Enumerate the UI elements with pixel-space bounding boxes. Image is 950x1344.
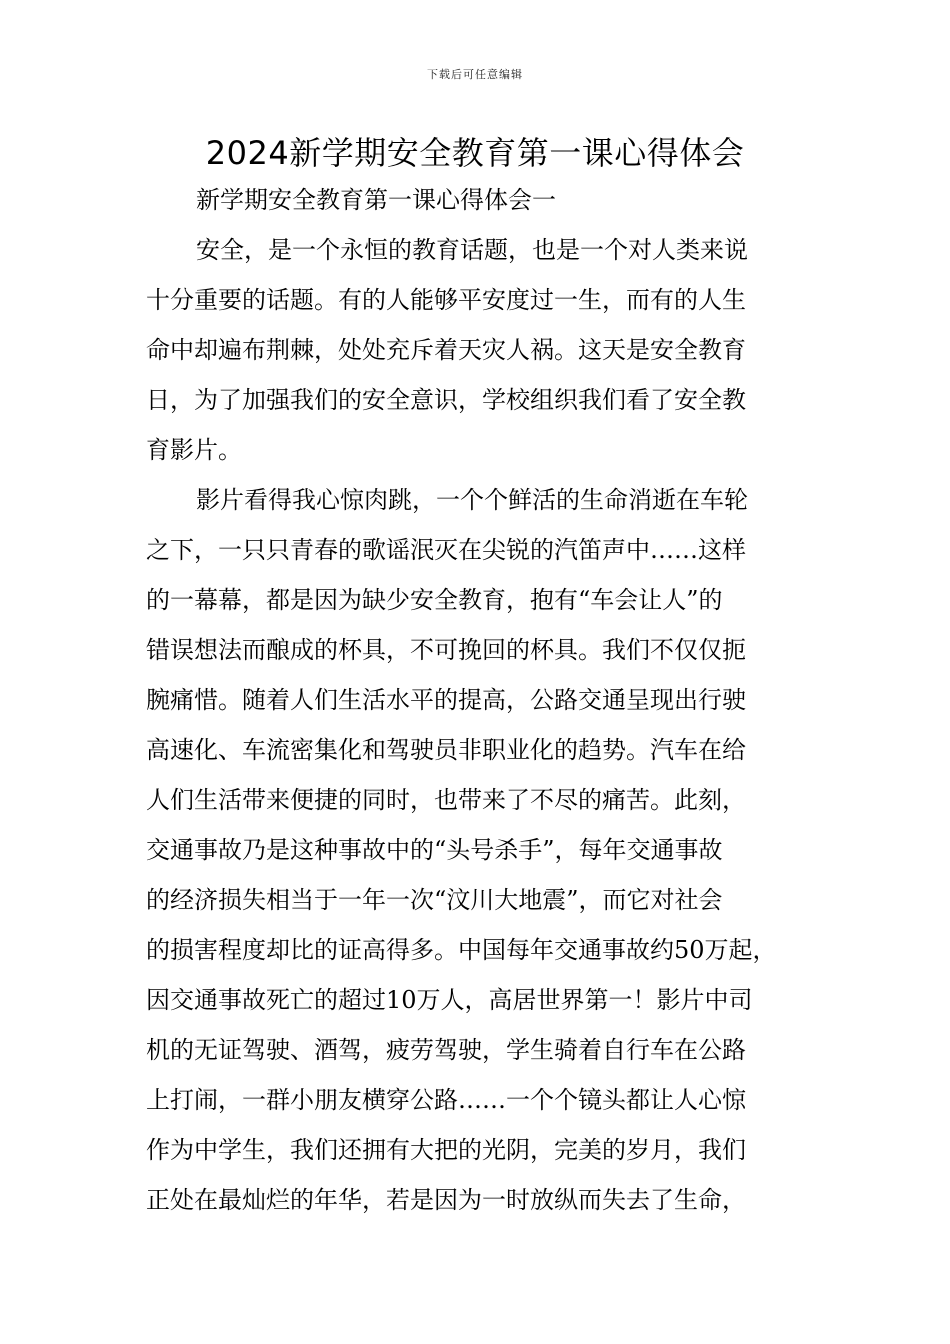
paragraph-line: 上打闹，一群小朋友横穿公路……一个个镜头都让人心惊 (146, 1086, 746, 1114)
document-title: 2024新学期安全教育第一课心得体会 (205, 134, 745, 172)
paragraph-line: 之下，一只只青春的歌谣泯灭在尖锐的汽笛声中……这样 (146, 536, 746, 564)
paragraph-line: 的损害程度却比的证高得多。中国每年交通事故约50万起， (146, 936, 777, 964)
paragraph-line: 育影片。 (146, 436, 242, 464)
paragraph-line: 影片看得我心惊肉跳，一个个鲜活的生命消逝在车轮 (196, 486, 748, 514)
paragraph-line: 因交通事故死亡的超过10万人，高居世界第一！影片中司 (146, 986, 753, 1014)
paragraph-line: 机的无证驾驶、酒驾，疲劳驾驶，学生骑着自行车在公路 (146, 1036, 746, 1064)
paragraph-line: 腕痛惜。随着人们生活水平的提高，公路交通呈现出行驶 (146, 686, 746, 714)
paragraph-line: 日，为了加强我们的安全意识，学校组织我们看了安全教 (146, 386, 746, 414)
paragraph-line: 十分重要的话题。有的人能够平安度过一生，而有的人生 (146, 286, 746, 314)
section-subtitle: 新学期安全教育第一课心得体会一 (196, 186, 556, 214)
paragraph-line: 人们生活带来便捷的同时，也带来了不尽的痛苦。此刻， (146, 786, 746, 814)
paragraph-line: 正处在最灿烂的年华，若是因为一时放纵而失去了生命， (146, 1186, 746, 1214)
paragraph-line: 交通事故乃是这种事故中的“头号杀手”，每年交通事故 (146, 836, 723, 864)
header-note: 下载后可任意编辑 (427, 68, 523, 81)
paragraph-line: 命中却遍布荆棘，处处充斥着天灾人祸。这天是安全教育 (146, 336, 746, 364)
paragraph-line: 错误想法而酿成的杯具，不可挽回的杯具。我们不仅仅扼 (146, 636, 746, 664)
paragraph-line: 作为中学生，我们还拥有大把的光阴，完美的岁月，我们 (146, 1136, 746, 1164)
paragraph-line: 的一幕幕，都是因为缺少安全教育，抱有“车会让人”的 (146, 586, 723, 614)
body-text (146, 232, 826, 1232)
paragraph-line: 的经济损失相当于一年一次“汶川大地震”，而它对社会 (146, 886, 723, 914)
paragraph-line: 安全，是一个永恒的教育话题，也是一个对人类来说 (196, 236, 748, 264)
paragraph-line: 高速化、车流密集化和驾驶员非职业化的趋势。汽车在给 (146, 736, 746, 764)
